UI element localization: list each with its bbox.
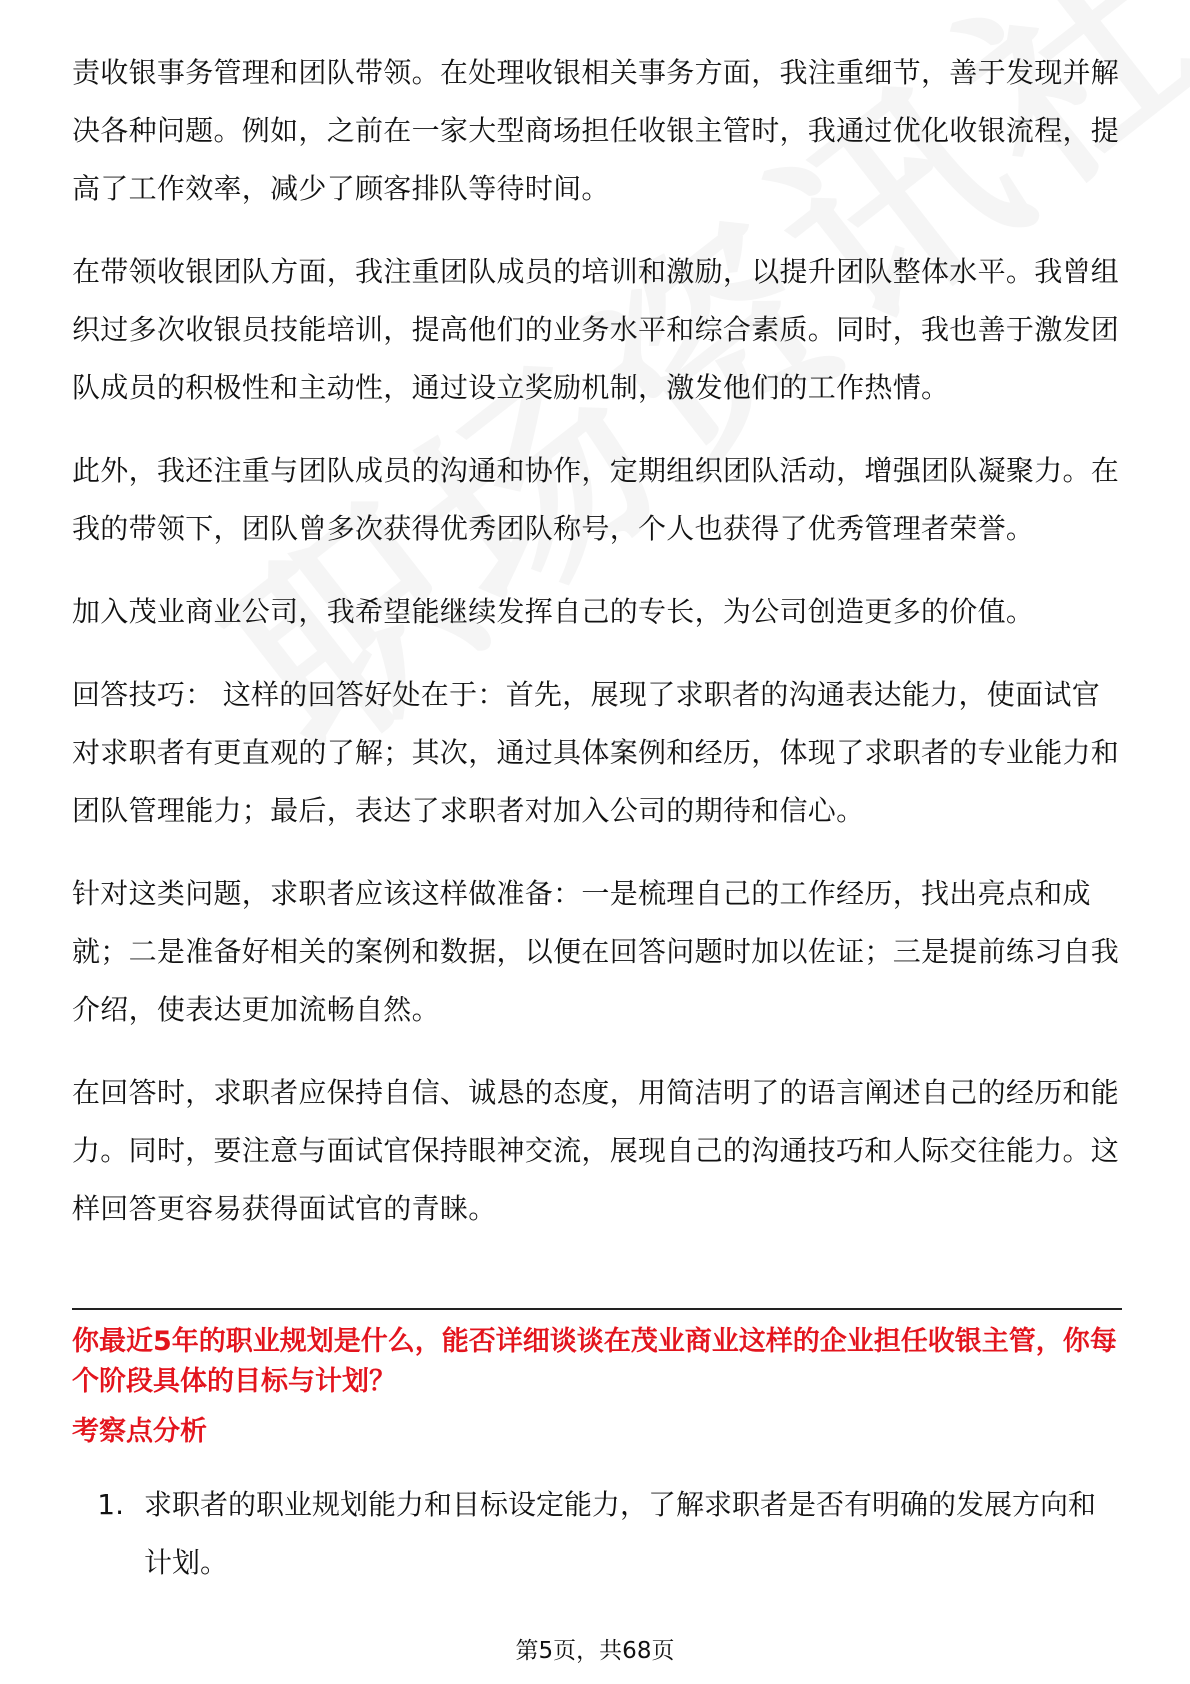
- section-title: 考察点分析: [72, 1416, 207, 1447]
- list-item: [72, 1476, 1122, 1592]
- paragraph: 此外，我还注重与团队成员的沟通和协作，定期组织团队活动，增强团队凝聚力。在我的带领下，团队曾多次获得优秀团队称号，个人也获得了优秀管理者荣誉。: [72, 454, 1120, 545]
- question-heading: 你最近5年的职业规划是什么，能否详细谈谈在茂业商业这样的企业担任收银主管，你每个阶段具体的目标与计划？: [72, 1326, 1117, 1397]
- analysis-list: [72, 1476, 1122, 1592]
- paragraph: 回答技巧： 这样的回答好处在于：首先，展现了求职者的沟通表达能力，使面试官对求职者有更直观的了解；其次，通过具体案例和经历，体现了求职者的专业能力和团队管理能力；最后，表达了求职者对加入公司的期待和信心。: [72, 678, 1120, 827]
- paragraph: 在回答时，求职者应保持自信、诚恳的态度，用简洁明了的语言阐述自己的经历和能力。同时，要注意与面试官保持眼神交流，展现自己的沟通技巧和人际交往能力。这样回答更容易获得面试官的青睐。: [72, 1076, 1120, 1225]
- body-text: [72, 44, 1122, 1263]
- paragraph: 加入茂业商业公司，我希望能继续发挥自己的专长，为公司创造更多的价值。: [72, 595, 1035, 628]
- section-divider: [72, 1308, 1122, 1310]
- paragraph: 针对这类问题，求职者应该这样做准备：一是梳理自己的工作经历，找出亮点和成就；二是准备好相关的案例和数据，以便在回答问题时加以佐证；三是提前练习自我介绍，使表达更加流畅自然。: [72, 877, 1120, 1026]
- paragraph: 责收银事务管理和团队带领。在处理收银相关事务方面，我注重细节，善于发现并解决各种问题。例如，之前在一家大型商场担任收银主管时，我通过优化收银流程，提高了工作效率，减少了顾客排队等待时间。: [72, 56, 1120, 205]
- list-item-number: 1.: [97, 1488, 124, 1521]
- list-item-text: 求职者的职业规划能力和目标设定能力，了解求职者是否有明确的发展方向和计划。: [144, 1488, 1097, 1579]
- page-footer: 第5页，共68页: [515, 1638, 675, 1664]
- paragraph: 在带领收银团队方面，我注重团队成员的培训和激励，以提升团队整体水平。我曾组织过多次收银员技能培训，提高他们的业务水平和综合素质。同时，我也善于激发团队成员的积极性和主动性，通过设立奖励机制，激发他们的工作热情。: [72, 255, 1120, 404]
